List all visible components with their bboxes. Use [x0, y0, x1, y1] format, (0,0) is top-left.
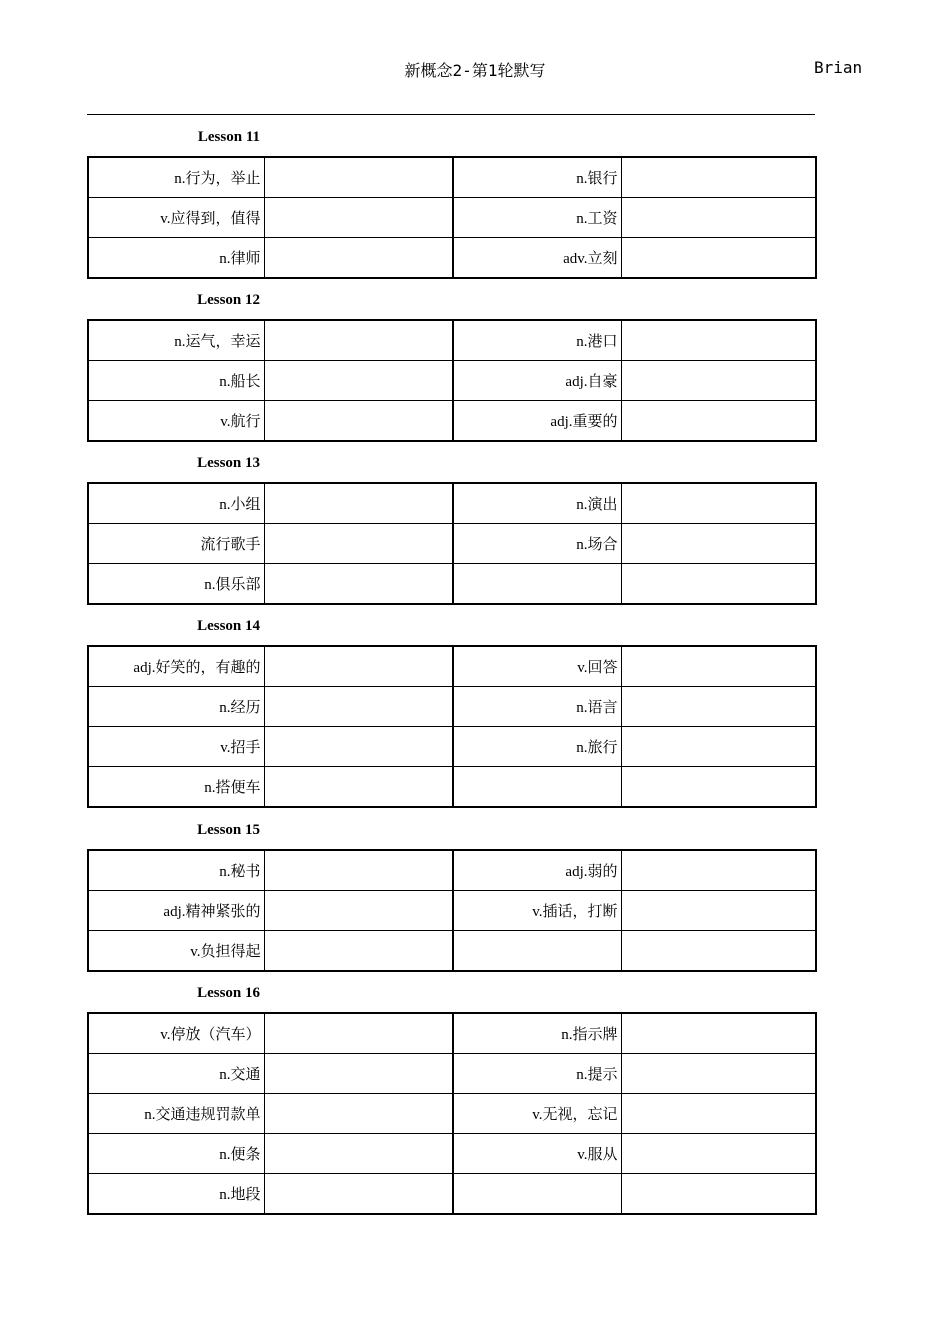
table-row	[88, 320, 816, 361]
answer-cell[interactable]	[621, 931, 816, 972]
prompt-cell	[453, 931, 621, 972]
prompt-cell: n.银行	[453, 157, 621, 198]
answer-cell[interactable]	[264, 524, 453, 564]
answer-cell[interactable]	[621, 483, 816, 524]
answer-cell[interactable]	[621, 157, 816, 198]
answer-cell[interactable]	[264, 767, 453, 808]
prompt-cell: n.港口	[453, 320, 621, 361]
prompt-cell: n.运气，幸运	[88, 320, 264, 361]
table-row	[88, 198, 816, 238]
answer-cell[interactable]	[621, 687, 816, 727]
answer-cell[interactable]	[621, 361, 816, 401]
lesson-title: Lesson 12	[197, 292, 260, 308]
vocab-table-lesson-11	[87, 156, 817, 279]
answer-cell[interactable]	[264, 1054, 453, 1094]
answer-cell[interactable]	[621, 850, 816, 891]
answer-cell[interactable]	[621, 238, 816, 279]
answer-cell[interactable]	[621, 1094, 816, 1134]
prompt-cell: v.航行	[88, 401, 264, 442]
header-divider	[87, 114, 815, 115]
prompt-cell: n.演出	[453, 483, 621, 524]
answer-cell[interactable]	[264, 687, 453, 727]
prompt-cell: v.应得到，值得	[88, 198, 264, 238]
table-row	[88, 850, 816, 891]
answer-cell[interactable]	[264, 1174, 453, 1215]
prompt-cell: adj.弱的	[453, 850, 621, 891]
answer-cell[interactable]	[264, 238, 453, 279]
answer-cell[interactable]	[264, 1094, 453, 1134]
answer-cell[interactable]	[621, 1134, 816, 1174]
answer-cell[interactable]	[264, 361, 453, 401]
vocab-table-lesson-15	[87, 849, 817, 972]
prompt-cell: n.行为，举止	[88, 157, 264, 198]
vocab-table-lesson-16	[87, 1012, 817, 1215]
answer-cell[interactable]	[264, 401, 453, 442]
table-row	[88, 646, 816, 687]
answer-cell[interactable]	[264, 646, 453, 687]
prompt-cell: 流行歌手	[88, 524, 264, 564]
answer-cell[interactable]	[621, 198, 816, 238]
prompt-cell: n.提示	[453, 1054, 621, 1094]
prompt-cell: adj.自豪	[453, 361, 621, 401]
prompt-cell: adj.重要的	[453, 401, 621, 442]
table-row	[88, 767, 816, 808]
table-row	[88, 401, 816, 442]
lesson-title: Lesson 11	[197, 129, 260, 145]
prompt-cell: n.搭便车	[88, 767, 264, 808]
answer-cell[interactable]	[621, 1174, 816, 1215]
lesson-title: Lesson 13	[197, 455, 260, 471]
table-row	[88, 157, 816, 198]
lesson-title: Lesson 16	[197, 985, 260, 1001]
answer-cell[interactable]	[264, 727, 453, 767]
prompt-cell: n.船长	[88, 361, 264, 401]
vocab-table-lesson-14	[87, 645, 817, 808]
answer-cell[interactable]	[621, 1013, 816, 1054]
prompt-cell: v.停放（汽车）	[88, 1013, 264, 1054]
lesson-title: Lesson 14	[197, 618, 260, 634]
table-row	[88, 931, 816, 972]
prompt-cell: n.工资	[453, 198, 621, 238]
prompt-cell: n.俱乐部	[88, 564, 264, 605]
table-row	[88, 727, 816, 767]
answer-cell[interactable]	[264, 931, 453, 972]
table-row	[88, 1174, 816, 1215]
author-name: Brian	[814, 58, 863, 77]
prompt-cell: v.无视，忘记	[453, 1094, 621, 1134]
answer-cell[interactable]	[621, 401, 816, 442]
prompt-cell	[453, 1174, 621, 1215]
answer-cell[interactable]	[621, 891, 816, 931]
table-row	[88, 687, 816, 727]
vocab-table-lesson-12	[87, 319, 817, 442]
prompt-cell: n.便条	[88, 1134, 264, 1174]
table-row	[88, 361, 816, 401]
answer-cell[interactable]	[264, 1013, 453, 1054]
prompt-cell: v.插话，打断	[453, 891, 621, 931]
table-row	[88, 524, 816, 564]
prompt-cell: n.场合	[453, 524, 621, 564]
prompt-cell: adj.精神紧张的	[88, 891, 264, 931]
table-row	[88, 564, 816, 605]
prompt-cell: v.服从	[453, 1134, 621, 1174]
table-row	[88, 891, 816, 931]
answer-cell[interactable]	[621, 767, 816, 808]
answer-cell[interactable]	[621, 320, 816, 361]
prompt-cell: n.交通	[88, 1054, 264, 1094]
prompt-cell: adv.立刻	[453, 238, 621, 279]
prompt-cell: n.秘书	[88, 850, 264, 891]
answer-cell[interactable]	[621, 1054, 816, 1094]
prompt-cell: v.负担得起	[88, 931, 264, 972]
prompt-cell: n.律师	[88, 238, 264, 279]
answer-cell[interactable]	[621, 524, 816, 564]
answer-cell[interactable]	[264, 564, 453, 605]
prompt-cell: n.经历	[88, 687, 264, 727]
answer-cell[interactable]	[264, 198, 453, 238]
table-row	[88, 1094, 816, 1134]
prompt-cell: v.招手	[88, 727, 264, 767]
prompt-cell	[453, 767, 621, 808]
prompt-cell: n.语言	[453, 687, 621, 727]
answer-cell[interactable]	[621, 646, 816, 687]
prompt-cell: n.小组	[88, 483, 264, 524]
prompt-cell: n.地段	[88, 1174, 264, 1215]
answer-cell[interactable]	[264, 157, 453, 198]
prompt-cell: v.回答	[453, 646, 621, 687]
answer-cell[interactable]	[264, 320, 453, 361]
answer-cell[interactable]	[264, 483, 453, 524]
vocab-table-lesson-13	[87, 482, 817, 605]
prompt-cell: adj.好笑的，有趣的	[88, 646, 264, 687]
lesson-title: Lesson 15	[197, 822, 260, 838]
answer-cell[interactable]	[621, 727, 816, 767]
prompt-cell: n.交通违规罚款单	[88, 1094, 264, 1134]
table-row	[88, 1013, 816, 1054]
table-row	[88, 238, 816, 279]
prompt-cell: n.旅行	[453, 727, 621, 767]
prompt-cell	[453, 564, 621, 605]
page-title: 新概念2-第1轮默写	[404, 61, 546, 80]
table-row	[88, 1134, 816, 1174]
answer-cell[interactable]	[264, 850, 453, 891]
prompt-cell: n.指示牌	[453, 1013, 621, 1054]
table-row	[88, 483, 816, 524]
answer-cell[interactable]	[264, 1134, 453, 1174]
answer-cell[interactable]	[264, 891, 453, 931]
answer-cell[interactable]	[621, 564, 816, 605]
table-row	[88, 1054, 816, 1094]
